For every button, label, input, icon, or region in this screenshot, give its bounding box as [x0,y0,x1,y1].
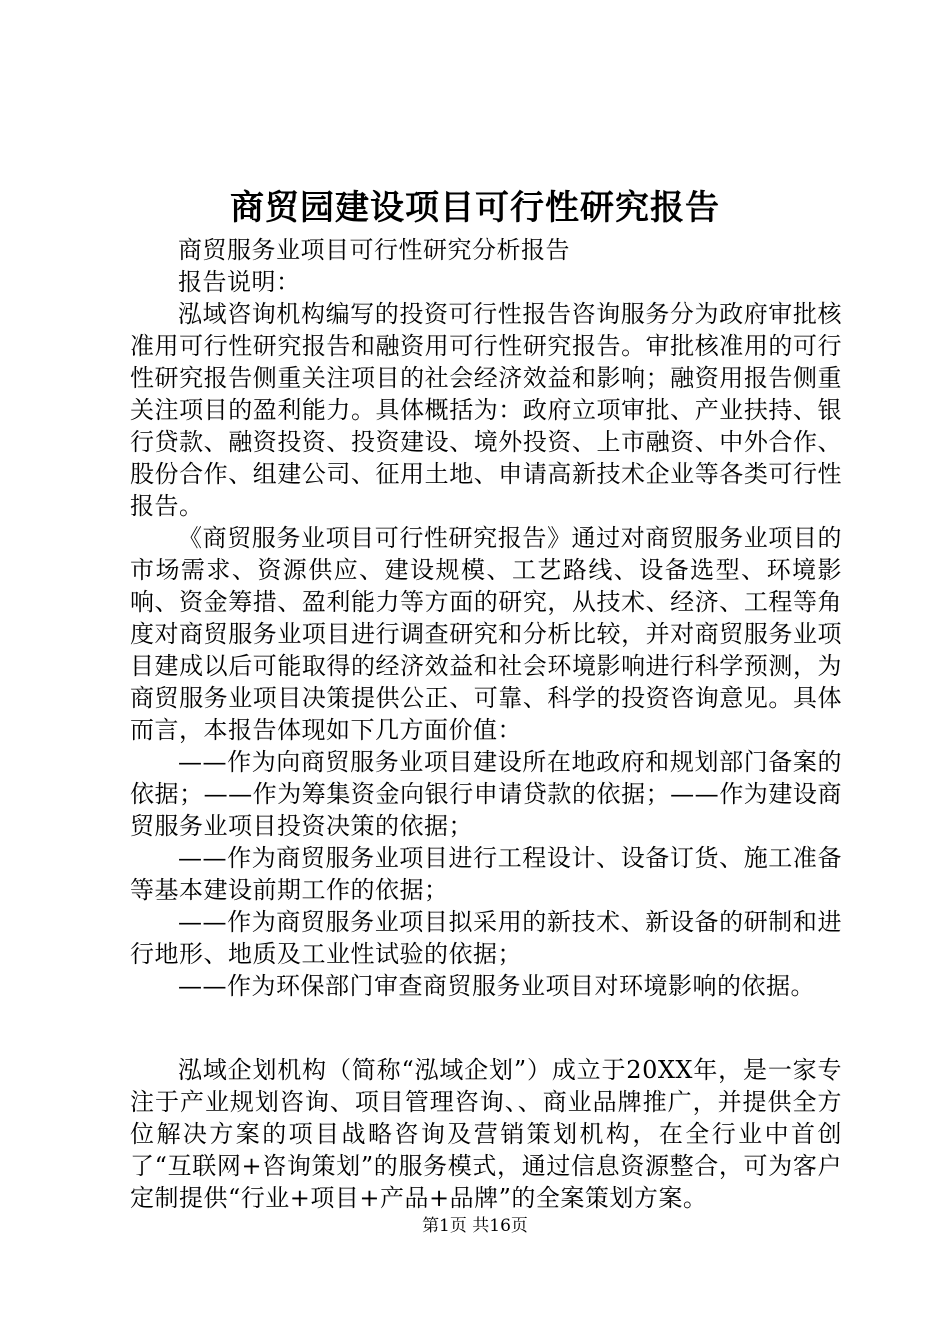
paragraph-service-description: 泓域咨询机构编写的投资可行性报告咨询服务分为政府审批核准用可行性研究报告和融资用可行性研究报告。审批核准用的可行性研究报告侧重关注项目的社会经济效益和影响；融资用报告侧重关注项目的盈利能力。具体概括为：政府立项审批、产业扶持、银行贷款、融资投资、投资建设、境外投资、上市融资、中外合作、股份合作、组建公司、征用土地、申请高新技术企业等各类可行性报告。 [130,300,842,520]
paragraph-value-3: ——作为商贸服务业项目拟采用的新技术、新设备的研制和进行地形、地质及工业性试验的依据； [130,908,842,968]
paragraph-value-2: ——作为商贸服务业项目进行工程设计、设备订货、施工准备等基本建设前期工作的依据； [130,844,842,904]
paragraph-gap [130,1002,842,1054]
paragraph-value-1: ——作为向商贸服务业项目建设所在地政府和规划部门备案的依据；——作为筹集资金向银行申请贷款的依据；——作为建设商贸服务业项目投资决策的依据； [130,748,842,840]
paragraph-subtitle: 商贸服务业项目可行性研究分析报告 [178,236,570,264]
page-footer: 第1页 共16页 [422,1216,528,1236]
document-title: 商贸园建设项目可行性研究报告 [230,188,720,228]
paragraph-report-purpose: 《商贸服务业项目可行性研究报告》通过对商贸服务业项目的市场需求、资源供应、建设规模、工艺路线、设备选型、环境影响、资金筹措、盈利能力等方面的研究，从技术、经济、工程等角度对商贸服务业项目进行调查研究和分析比较，并对商贸服务业项目建成以后可能取得的经济效益和社会环境影响进行科学预测，为商贸服务业项目决策提供公正、可靠、科学的投资咨询意见。具体而言，本报告体现如下几方面价值： [130,524,842,744]
document-body [130,234,842,1214]
paragraph-value-4: ——作为环保部门审查商贸服务业项目对环境影响的依据。 [178,972,815,1000]
paragraph-report-note-heading: 报告说明： [178,268,301,296]
paragraph-company-intro: 泓域企划机构（简称“泓域企划”）成立于20XX年，是一家专注于产业规划咨询、项目管理咨询、、商业品牌推广，并提供全方位解决方案的项目战略咨询及营销策划机构，在全行业中首创了“互联网+咨询策划”的服务模式，通过信息资源整合，可为客户定制提供“行业+项目+产品+品牌”的全案策划方案。 [130,1056,842,1212]
